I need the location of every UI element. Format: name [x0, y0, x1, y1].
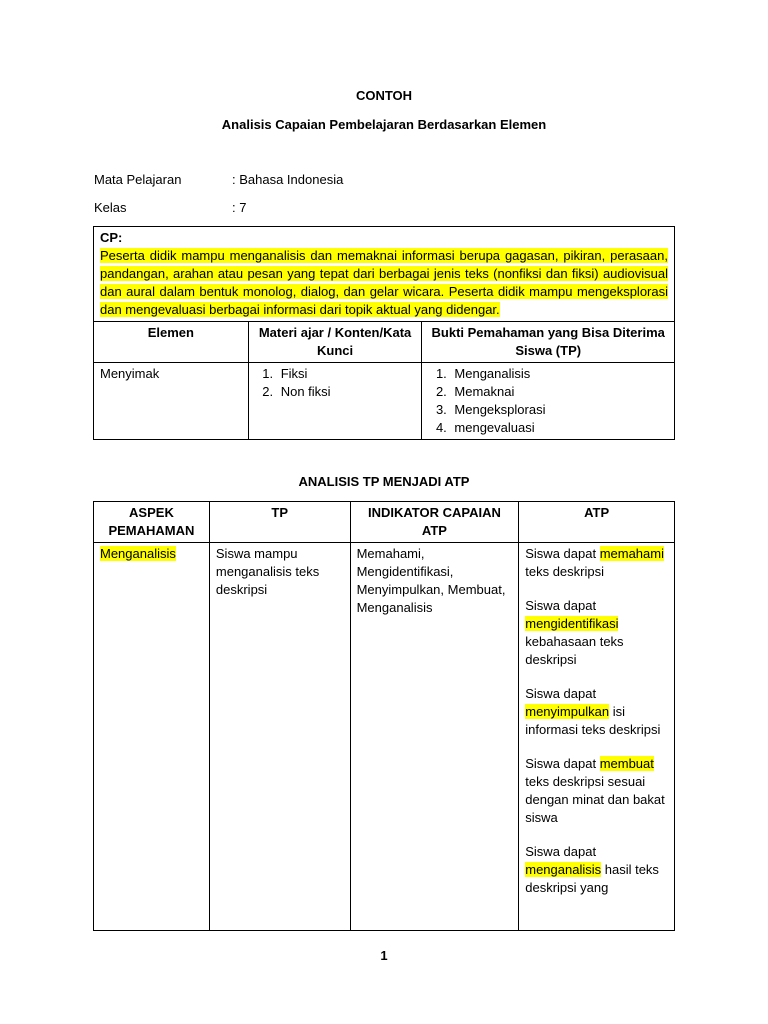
atp-keyword: menyimpulkan	[525, 704, 610, 719]
atp-text: Siswa dapat	[525, 546, 600, 561]
header-aspek: ASPEK PEMAHAMAN	[94, 502, 210, 543]
document-title: CONTOH	[355, 88, 413, 103]
subject-row	[94, 172, 343, 187]
elemen-cell: Menyimak	[94, 363, 249, 440]
materi-list	[255, 365, 416, 401]
class-label: Kelas	[94, 200, 127, 215]
list-item: 1. Menganalisis	[450, 365, 668, 383]
cp-label: CP:	[100, 230, 123, 245]
atp-text: hasil teks deskripsi yang	[525, 862, 659, 895]
list-item: 2. Non fiksi	[277, 383, 416, 401]
subject-value: : Bahasa Indonesia	[232, 172, 344, 187]
table-row	[94, 543, 675, 931]
class-value: : 7	[232, 200, 247, 215]
atp-item	[525, 755, 668, 827]
atp-keyword: membuat	[599, 756, 654, 771]
atp-text: Siswa dapat	[525, 844, 597, 859]
atp-item	[525, 597, 668, 669]
atp-item	[525, 843, 668, 897]
atp-keyword: menganalisis	[525, 862, 602, 877]
cp-text-block	[100, 247, 668, 319]
list-item: 3. Mengeksplorasi	[450, 401, 668, 419]
atp-text: Siswa dapat	[525, 686, 597, 701]
header-indikator: INDIKATOR CAPAIAN ATP	[350, 502, 519, 543]
tp-cell: Siswa mampu menganalisis teks deskripsi	[209, 543, 350, 931]
section-title: ANALISIS TP MENJADI ATP	[298, 474, 470, 489]
atp-text: isi informasi teks deskripsi	[525, 704, 661, 737]
atp-keyword: mengidentifikasi	[525, 616, 619, 631]
atp-text: kebahasaan teks deskripsi	[525, 634, 624, 667]
cp-table	[93, 226, 675, 440]
list-item: 1. Fiksi	[277, 365, 416, 383]
cp-cell	[94, 227, 675, 322]
atp-text: Siswa dapat	[525, 756, 600, 771]
bukti-list	[428, 365, 668, 437]
header-tp: TP	[209, 502, 350, 543]
atp-text: teks deskripsi	[525, 564, 604, 579]
header-materi: Materi ajar / Konten/Kata Kunci	[248, 322, 422, 363]
bukti-cell	[422, 363, 675, 440]
atp-item	[525, 685, 668, 739]
atp-text: Siswa dapat	[525, 598, 597, 613]
atp-keyword: memahami	[599, 546, 664, 561]
document-subtitle: Analisis Capaian Pembelajaran Berdasarkan Elemen	[221, 117, 547, 132]
header-elemen: Elemen	[94, 322, 249, 363]
indikator-cell: Memahami, Mengidentifikasi, Menyimpulkan, Membuat, Menganalisis	[350, 543, 519, 931]
table-row	[94, 363, 675, 440]
atp-table	[93, 501, 675, 931]
list-item: 2. Memaknai	[450, 383, 668, 401]
aspek-cell	[94, 543, 210, 931]
header-atp: ATP	[519, 502, 675, 543]
materi-cell	[248, 363, 422, 440]
atp-cell	[519, 543, 675, 931]
class-row	[94, 200, 246, 215]
header-bukti: Bukti Pemahaman yang Bisa Diterima Siswa (TP)	[422, 322, 675, 363]
atp-item	[525, 545, 668, 581]
cp-text: Peserta didik mampu menganalisis dan memaknai informasi berupa gagasan, pikiran, perasaan, pandangan, arahan atau pesan yang tepat dari berbagai jenis teks (nonfiksi dan fiksi) audiovisual dan aural dalam bentuk monolog, dialog, dan gelar wicara. Peserta didik mampu mengeksplorasi dan mengevaluasi berbagai informasi dari topik aktual yang didengar.	[100, 248, 668, 317]
aspek-value: Menganalisis	[100, 546, 176, 561]
subject-label: Mata Pelajaran	[94, 172, 182, 187]
page-number: 1	[380, 948, 388, 963]
atp-text: teks deskripsi sesuai dengan minat dan bakat siswa	[525, 774, 665, 825]
list-item: 4. mengevaluasi	[450, 419, 668, 437]
